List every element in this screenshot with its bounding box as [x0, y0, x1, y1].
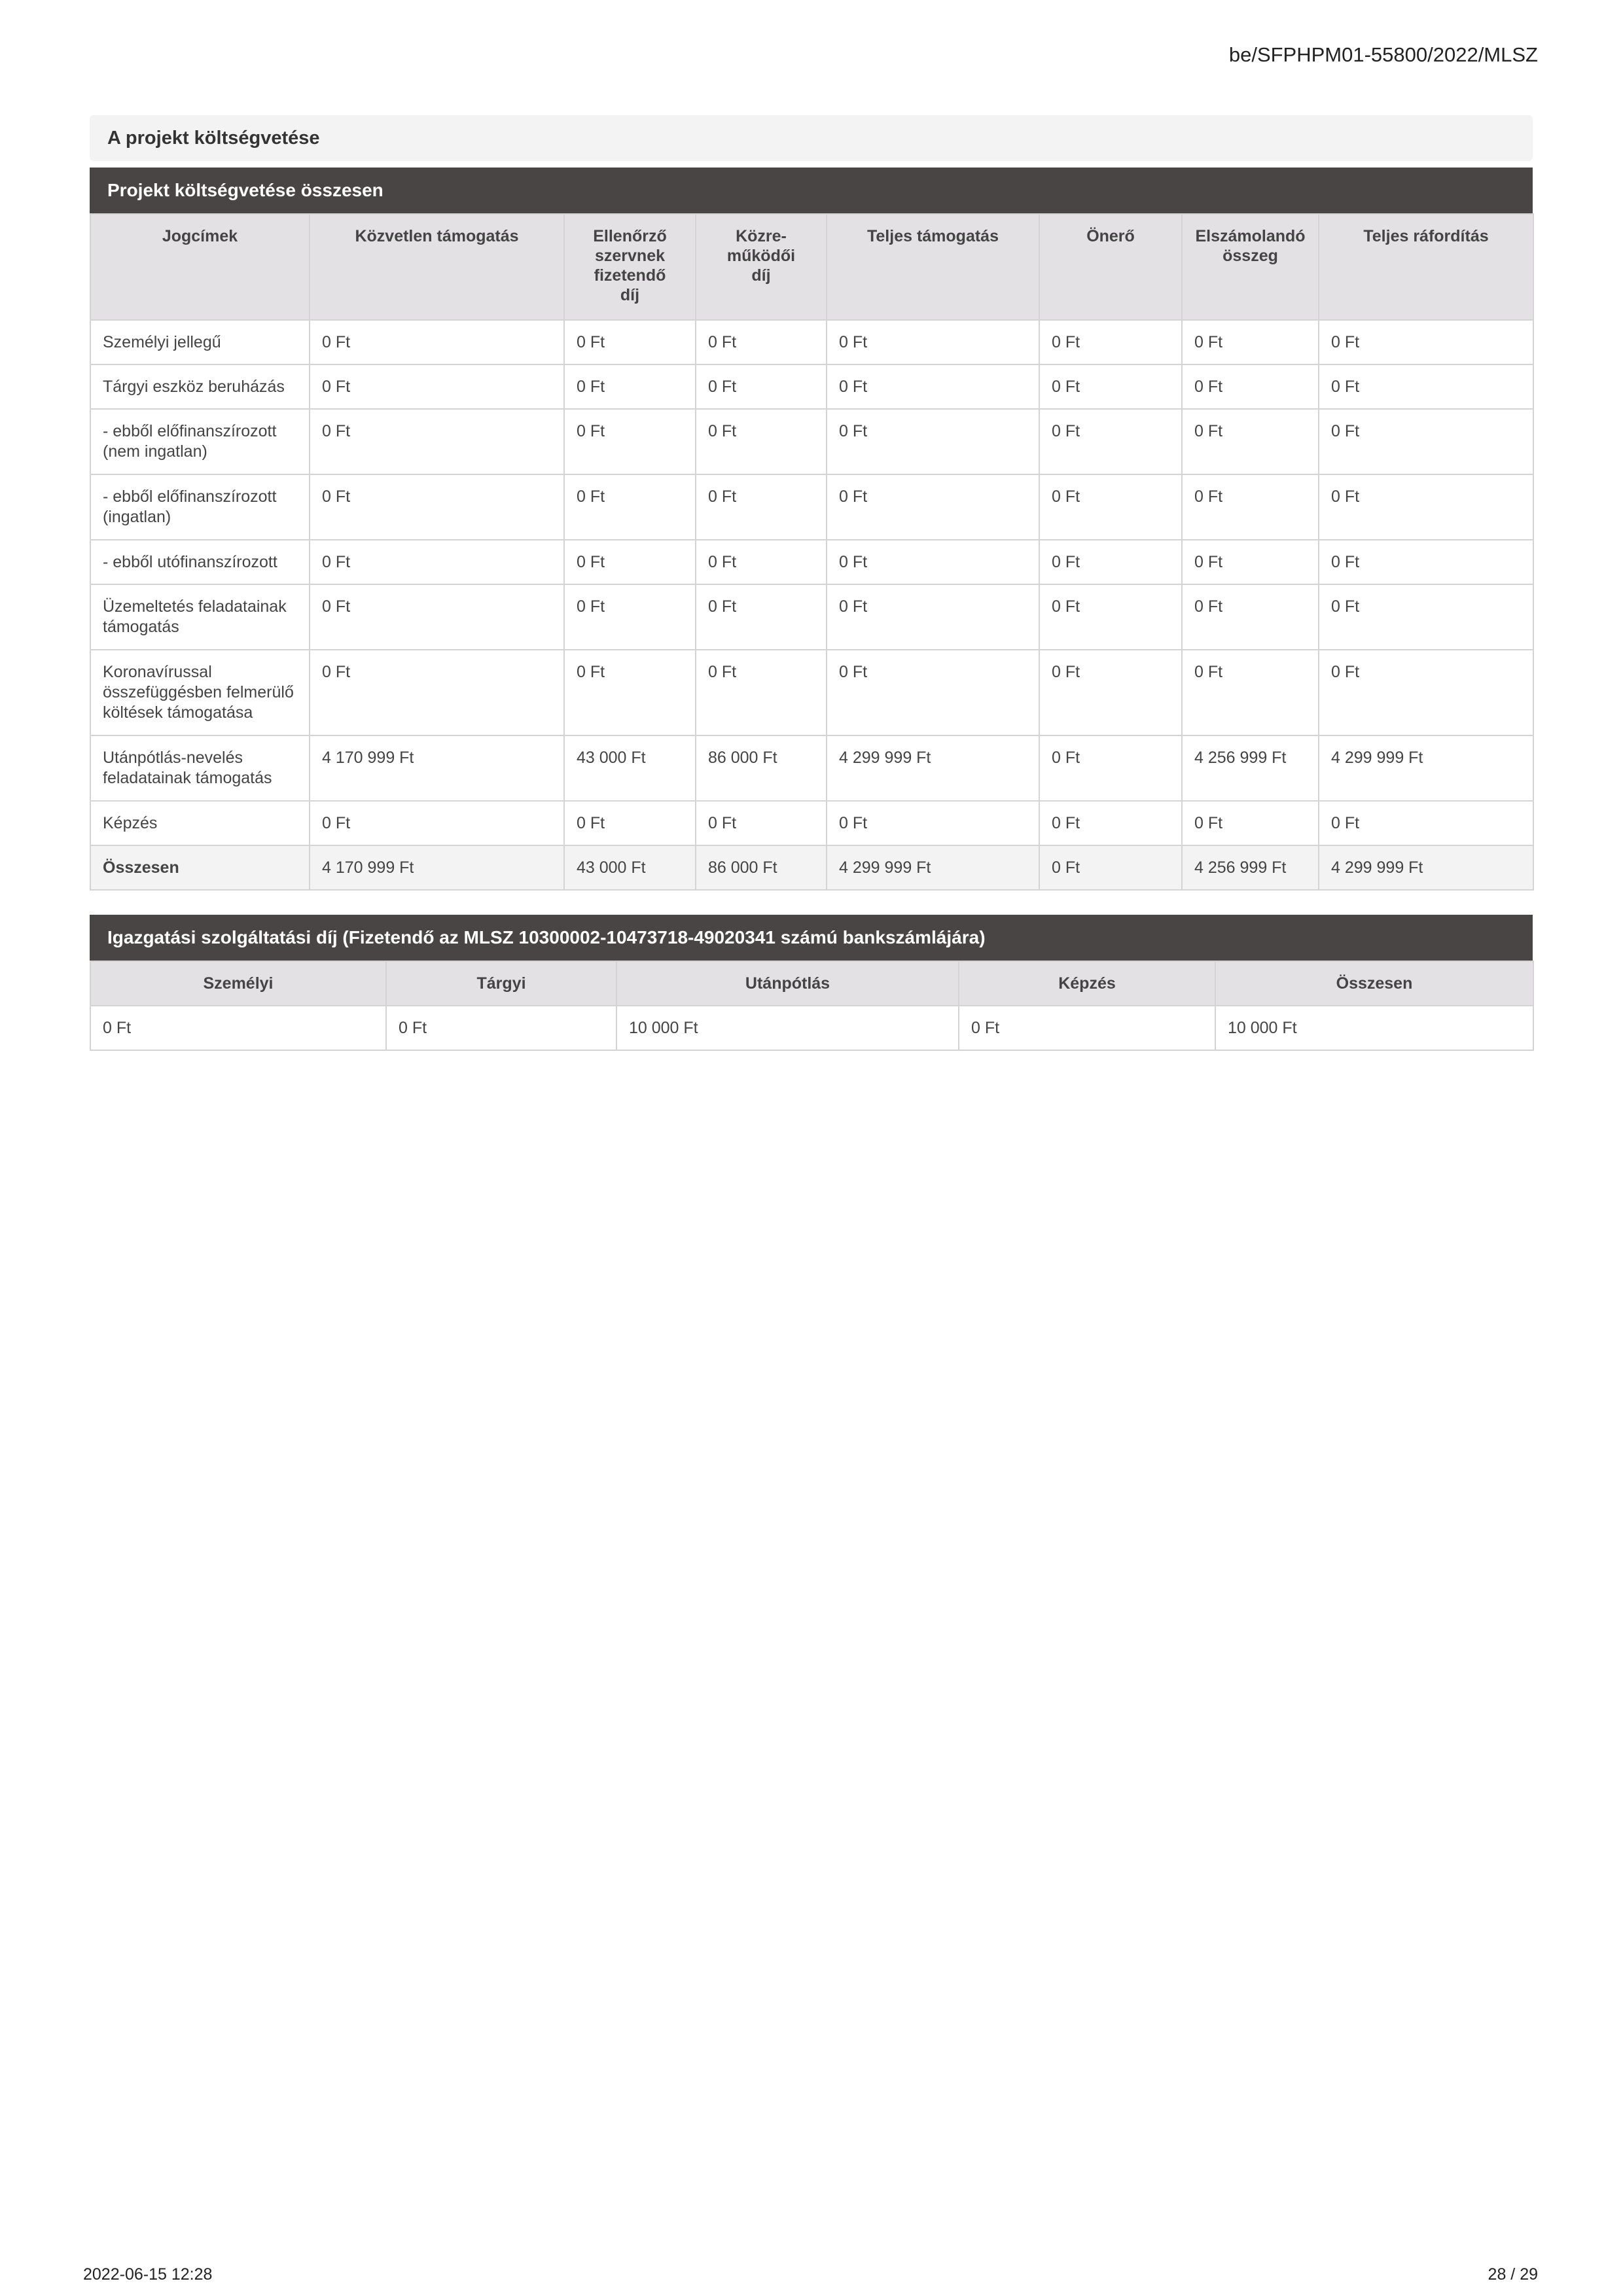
total-row	[90, 845, 1533, 890]
table-cell: 0 Ft	[1319, 364, 1533, 409]
table-cell: 0 Ft	[1182, 474, 1319, 540]
page-number: 28 / 29	[1488, 2265, 1538, 2284]
table-cell: 0 Ft	[1039, 474, 1182, 540]
budget-table-container	[90, 168, 1533, 891]
column-header: Jogcímek	[90, 214, 310, 320]
fee-table-container	[90, 915, 1533, 1051]
table-cell: 4 256 999 Ft	[1182, 735, 1319, 801]
table-cell: 0 Ft	[1182, 320, 1319, 364]
table-cell: 4 299 999 Ft	[1319, 735, 1533, 801]
table-cell: 0 Ft	[1182, 801, 1319, 845]
table-cell: 0 Ft	[1039, 650, 1182, 735]
table-cell: 4 299 999 Ft	[827, 735, 1039, 801]
table-row	[90, 364, 1533, 409]
table-cell: 0 Ft	[696, 584, 827, 650]
table-cell: 0 Ft	[310, 364, 564, 409]
table-cell: 0 Ft	[564, 650, 696, 735]
table-cell: 0 Ft	[1182, 650, 1319, 735]
row-label: Tárgyi eszköz beruházás	[90, 364, 310, 409]
table-cell: 0 Ft	[310, 540, 564, 584]
table-cell: 0 Ft	[1319, 801, 1533, 845]
table-cell: 0 Ft	[310, 650, 564, 735]
table-cell: 0 Ft	[827, 364, 1039, 409]
table-cell: 0 Ft	[1319, 540, 1533, 584]
budget-table-title: Projekt költségvetése összesen	[90, 168, 1533, 213]
table-cell: 0 Ft	[1039, 845, 1182, 890]
table-cell: 0 Ft	[696, 801, 827, 845]
table-cell: 4 170 999 Ft	[310, 735, 564, 801]
table-cell: 0 Ft	[827, 584, 1039, 650]
table-cell: 0 Ft	[1039, 364, 1182, 409]
document-reference: be/SFPHPM01-55800/2022/MLSZ	[1228, 43, 1538, 66]
table-cell: 0 Ft	[1039, 584, 1182, 650]
table-cell: 0 Ft	[310, 801, 564, 845]
table-cell: 0 Ft	[310, 320, 564, 364]
row-label: - ebből utófinanszírozott	[90, 540, 310, 584]
table-cell: 0 Ft	[827, 540, 1039, 584]
table-cell: 0 Ft	[1319, 584, 1533, 650]
table-cell: 0 Ft	[310, 409, 564, 474]
table-cell: 10 000 Ft	[1215, 1006, 1533, 1050]
table-cell: 10 000 Ft	[616, 1006, 959, 1050]
table-cell: 0 Ft	[1182, 540, 1319, 584]
row-label: Személyi jellegű	[90, 320, 310, 364]
table-cell: 0 Ft	[827, 474, 1039, 540]
table-cell: 0 Ft	[1319, 320, 1533, 364]
table-row	[90, 584, 1533, 650]
table-cell: 0 Ft	[827, 650, 1039, 735]
column-header: Személyi	[90, 961, 386, 1006]
fee-header-row	[90, 961, 1533, 1006]
table-cell: 0 Ft	[564, 320, 696, 364]
table-cell: 0 Ft	[827, 801, 1039, 845]
table-cell: 0 Ft	[564, 364, 696, 409]
table-row	[90, 801, 1533, 845]
column-header: Összesen	[1215, 961, 1533, 1006]
table-cell: 0 Ft	[1182, 364, 1319, 409]
column-header: Utánpótlás	[616, 961, 959, 1006]
table-cell: 0 Ft	[564, 474, 696, 540]
table-cell: 0 Ft	[90, 1006, 386, 1050]
column-header: Ellenőrző szervnek fizetendő díj	[564, 214, 696, 320]
table-row	[90, 320, 1533, 364]
fee-table-title: Igazgatási szolgáltatási díj (Fizetendő az MLSZ 10300002-10473718-49020341 számú bankszámlájára)	[90, 915, 1533, 961]
table-cell: 0 Ft	[1319, 409, 1533, 474]
table-cell: 0 Ft	[1039, 801, 1182, 845]
table-row	[90, 650, 1533, 735]
table-cell: 0 Ft	[1319, 474, 1533, 540]
table-cell: 0 Ft	[696, 540, 827, 584]
row-label: Utánpótlás-nevelés feladatainak támogatás	[90, 735, 310, 801]
column-header: Közre-működői díj	[696, 214, 827, 320]
table-cell: 4 299 999 Ft	[1319, 845, 1533, 890]
table-cell: 0 Ft	[696, 650, 827, 735]
table-row	[90, 1006, 1533, 1050]
table-cell: 4 256 999 Ft	[1182, 845, 1319, 890]
row-label: Üzemeltetés feladatainak támogatás	[90, 584, 310, 650]
column-header: Elszámolandó összeg	[1182, 214, 1319, 320]
table-cell: 0 Ft	[564, 584, 696, 650]
fee-table	[90, 961, 1534, 1051]
table-cell: 0 Ft	[310, 474, 564, 540]
table-cell: 0 Ft	[1039, 409, 1182, 474]
table-cell: 0 Ft	[827, 409, 1039, 474]
row-label: Koronavírussal összefüggésben felmerülő költések támogatása	[90, 650, 310, 735]
table-cell: 0 Ft	[696, 364, 827, 409]
table-row	[90, 540, 1533, 584]
column-header: Teljes ráfordítás	[1319, 214, 1533, 320]
row-label: - ebből előfinanszírozott (ingatlan)	[90, 474, 310, 540]
row-label: Összesen	[90, 845, 310, 890]
column-header: Tárgyi	[386, 961, 616, 1006]
table-cell: 0 Ft	[386, 1006, 616, 1050]
section-title: A projekt költségvetése	[90, 115, 1533, 161]
table-cell: 0 Ft	[696, 409, 827, 474]
column-header: Közvetlen támogatás	[310, 214, 564, 320]
table-cell: 0 Ft	[564, 801, 696, 845]
table-cell: 0 Ft	[564, 409, 696, 474]
table-cell: 4 299 999 Ft	[827, 845, 1039, 890]
table-cell: 4 170 999 Ft	[310, 845, 564, 890]
table-cell: 0 Ft	[1039, 320, 1182, 364]
table-cell: 0 Ft	[1039, 540, 1182, 584]
table-cell: 0 Ft	[959, 1006, 1215, 1050]
table-cell: 43 000 Ft	[564, 845, 696, 890]
table-cell: 0 Ft	[1039, 735, 1182, 801]
table-row	[90, 474, 1533, 540]
table-cell: 0 Ft	[564, 540, 696, 584]
row-label: Képzés	[90, 801, 310, 845]
table-cell: 0 Ft	[310, 584, 564, 650]
table-cell: 86 000 Ft	[696, 735, 827, 801]
column-header: Teljes támogatás	[827, 214, 1039, 320]
row-label: - ebből előfinanszírozott (nem ingatlan)	[90, 409, 310, 474]
table-cell: 0 Ft	[1182, 409, 1319, 474]
budget-table	[90, 213, 1534, 891]
table-cell: 0 Ft	[827, 320, 1039, 364]
table-cell: 0 Ft	[696, 474, 827, 540]
table-row	[90, 409, 1533, 474]
budget-header-row	[90, 214, 1533, 320]
table-cell: 0 Ft	[1319, 650, 1533, 735]
table-row	[90, 735, 1533, 801]
column-header: Képzés	[959, 961, 1215, 1006]
table-cell: 0 Ft	[1182, 584, 1319, 650]
column-header: Önerő	[1039, 214, 1182, 320]
footer-datetime: 2022-06-15 12:28	[83, 2265, 213, 2284]
table-cell: 43 000 Ft	[564, 735, 696, 801]
table-cell: 86 000 Ft	[696, 845, 827, 890]
table-cell: 0 Ft	[696, 320, 827, 364]
